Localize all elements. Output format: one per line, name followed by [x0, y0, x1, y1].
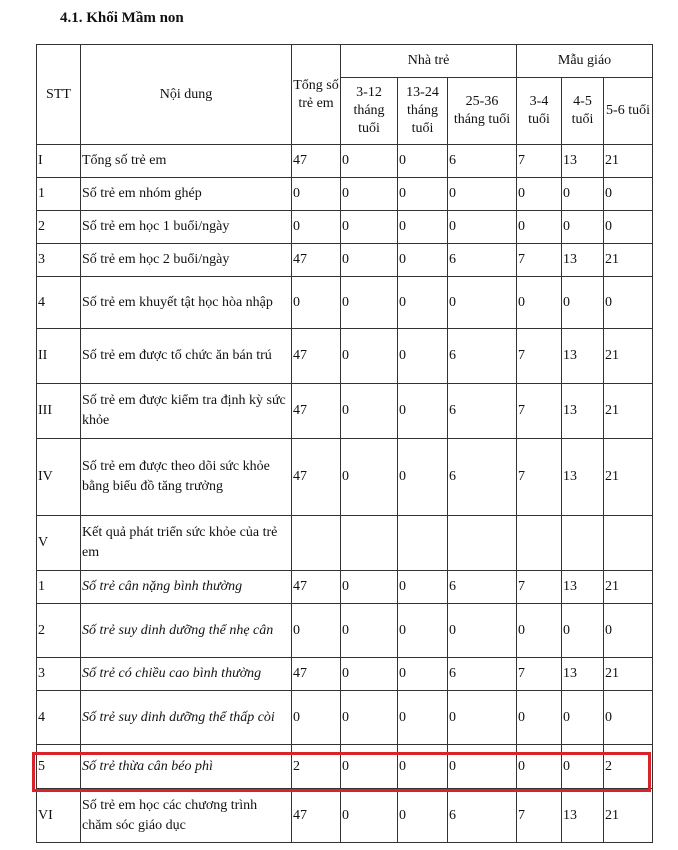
row-age-25-36-months: 6	[448, 658, 517, 691]
header-age-4-5-years: 4-5 tuổi	[562, 78, 604, 145]
table-row	[37, 244, 653, 277]
row-age-3-4-years: 7	[517, 244, 562, 277]
row-age-3-4-years: 0	[517, 691, 562, 745]
row-stt: 1	[37, 571, 81, 604]
header-age-13-24-months: 13-24 tháng tuổi	[398, 78, 448, 145]
table-body	[37, 145, 653, 843]
row-stt: 2	[37, 604, 81, 658]
row-total: 47	[292, 571, 341, 604]
row-age-13-24-months	[398, 516, 448, 571]
row-stt: IV	[37, 439, 81, 516]
row-age-13-24-months: 0	[398, 277, 448, 329]
header-kindergarten-group: Mẫu giáo	[517, 45, 653, 78]
row-age-4-5-years: 13	[562, 244, 604, 277]
row-age-5-6-years: 21	[604, 384, 653, 439]
table-row	[37, 384, 653, 439]
row-age-3-12-months: 0	[341, 211, 398, 244]
row-age-13-24-months: 0	[398, 691, 448, 745]
header-content: Nội dung	[81, 45, 292, 145]
row-age-3-4-years: 7	[517, 384, 562, 439]
row-age-25-36-months: 6	[448, 439, 517, 516]
table-row	[37, 745, 653, 789]
row-age-3-12-months: 0	[341, 277, 398, 329]
row-content: Số trẻ có chiều cao bình thường	[81, 658, 292, 691]
row-age-13-24-months: 0	[398, 178, 448, 211]
row-age-25-36-months: 6	[448, 329, 517, 384]
row-age-3-12-months: 0	[341, 384, 398, 439]
row-age-3-12-months: 0	[341, 571, 398, 604]
row-age-3-4-years: 0	[517, 745, 562, 789]
row-age-3-12-months: 0	[341, 789, 398, 843]
row-total: 47	[292, 244, 341, 277]
row-age-25-36-months: 0	[448, 277, 517, 329]
row-age-3-12-months: 0	[341, 244, 398, 277]
row-age-3-12-months	[341, 516, 398, 571]
header-age-25-36-months: 25-36 tháng tuổi	[448, 78, 517, 145]
row-stt: 4	[37, 691, 81, 745]
row-total: 0	[292, 277, 341, 329]
row-age-13-24-months: 0	[398, 211, 448, 244]
row-age-4-5-years: 0	[562, 604, 604, 658]
row-content: Tổng số trẻ em	[81, 145, 292, 178]
row-age-3-4-years: 0	[517, 178, 562, 211]
row-total: 2	[292, 745, 341, 789]
row-age-13-24-months: 0	[398, 789, 448, 843]
row-content: Số trẻ thừa cân béo phì	[81, 745, 292, 789]
row-age-13-24-months: 0	[398, 145, 448, 178]
row-age-25-36-months: 0	[448, 691, 517, 745]
row-age-3-4-years: 7	[517, 439, 562, 516]
table-row	[37, 691, 653, 745]
children-statistics-table	[36, 44, 653, 843]
row-age-3-12-months: 0	[341, 439, 398, 516]
row-age-13-24-months: 0	[398, 244, 448, 277]
row-total: 47	[292, 439, 341, 516]
row-age-3-4-years: 0	[517, 277, 562, 329]
row-age-3-12-months: 0	[341, 178, 398, 211]
row-stt: 3	[37, 658, 81, 691]
row-age-4-5-years: 0	[562, 211, 604, 244]
row-age-3-4-years: 0	[517, 604, 562, 658]
row-total: 47	[292, 329, 341, 384]
row-stt: VI	[37, 789, 81, 843]
row-stt: 5	[37, 745, 81, 789]
row-age-4-5-years: 0	[562, 178, 604, 211]
row-content: Số trẻ em học 1 buổi/ngày	[81, 211, 292, 244]
row-total: 0	[292, 691, 341, 745]
row-stt: 4	[37, 277, 81, 329]
row-age-3-4-years: 7	[517, 145, 562, 178]
row-age-3-4-years: 0	[517, 211, 562, 244]
row-content: Số trẻ em được tổ chức ăn bán trú	[81, 329, 292, 384]
row-stt: V	[37, 516, 81, 571]
table-row	[37, 439, 653, 516]
section-title: 4.1. Khối Mầm non	[60, 10, 184, 26]
row-content: Số trẻ cân nặng bình thường	[81, 571, 292, 604]
row-age-5-6-years: 2	[604, 745, 653, 789]
row-content: Số trẻ em khuyết tật học hòa nhập	[81, 277, 292, 329]
row-age-5-6-years: 21	[604, 789, 653, 843]
row-age-3-12-months: 0	[341, 658, 398, 691]
row-age-25-36-months: 0	[448, 211, 517, 244]
table-row	[37, 211, 653, 244]
row-age-5-6-years: 21	[604, 244, 653, 277]
row-stt: 3	[37, 244, 81, 277]
table-row	[37, 604, 653, 658]
row-age-5-6-years: 21	[604, 571, 653, 604]
header-age-5-6-years: 5-6 tuổi	[604, 78, 653, 145]
row-age-5-6-years: 21	[604, 329, 653, 384]
row-age-25-36-months: 0	[448, 604, 517, 658]
row-age-5-6-years: 21	[604, 145, 653, 178]
table-row	[37, 329, 653, 384]
table-row	[37, 571, 653, 604]
header-nursery-group: Nhà trẻ	[341, 45, 517, 78]
row-age-13-24-months: 0	[398, 571, 448, 604]
row-age-3-4-years: 7	[517, 571, 562, 604]
row-age-13-24-months: 0	[398, 658, 448, 691]
row-content: Số trẻ em được kiểm tra định kỳ sức khỏe	[81, 384, 292, 439]
row-age-13-24-months: 0	[398, 439, 448, 516]
row-age-4-5-years: 13	[562, 145, 604, 178]
row-age-5-6-years: 21	[604, 439, 653, 516]
row-age-3-4-years	[517, 516, 562, 571]
row-age-5-6-years: 0	[604, 178, 653, 211]
header-age-3-4-years: 3-4 tuổi	[517, 78, 562, 145]
row-stt: 1	[37, 178, 81, 211]
header-total: Tổng số trẻ em	[292, 45, 341, 145]
row-age-3-4-years: 7	[517, 658, 562, 691]
table-row	[37, 145, 653, 178]
row-age-4-5-years: 13	[562, 658, 604, 691]
row-age-3-12-months: 0	[341, 329, 398, 384]
row-age-4-5-years: 0	[562, 277, 604, 329]
row-age-4-5-years: 0	[562, 691, 604, 745]
row-age-3-12-months: 0	[341, 745, 398, 789]
row-age-25-36-months: 6	[448, 789, 517, 843]
row-content: Số trẻ suy dinh dưỡng thể thấp còi	[81, 691, 292, 745]
row-age-13-24-months: 0	[398, 604, 448, 658]
row-total: 47	[292, 145, 341, 178]
row-content: Số trẻ suy dinh dưỡng thể nhẹ cân	[81, 604, 292, 658]
row-content: Số trẻ em học các chương trình chăm sóc giáo dục	[81, 789, 292, 843]
row-age-3-4-years: 7	[517, 789, 562, 843]
row-age-5-6-years	[604, 516, 653, 571]
row-age-4-5-years: 13	[562, 789, 604, 843]
row-total: 0	[292, 604, 341, 658]
row-age-3-12-months: 0	[341, 604, 398, 658]
row-stt: III	[37, 384, 81, 439]
row-age-25-36-months: 6	[448, 384, 517, 439]
row-age-4-5-years: 13	[562, 329, 604, 384]
row-age-5-6-years: 0	[604, 604, 653, 658]
row-age-25-36-months: 6	[448, 244, 517, 277]
row-stt: 2	[37, 211, 81, 244]
row-age-4-5-years: 13	[562, 439, 604, 516]
row-age-4-5-years: 0	[562, 745, 604, 789]
header-stt: STT	[37, 45, 81, 145]
row-age-25-36-months: 6	[448, 571, 517, 604]
row-age-13-24-months: 0	[398, 384, 448, 439]
row-total: 47	[292, 384, 341, 439]
row-age-4-5-years	[562, 516, 604, 571]
row-age-5-6-years: 0	[604, 691, 653, 745]
row-age-3-12-months: 0	[341, 145, 398, 178]
row-age-25-36-months: 0	[448, 178, 517, 211]
header-age-3-12-months: 3-12 tháng tuổi	[341, 78, 398, 145]
table-row	[37, 516, 653, 571]
row-total: 0	[292, 178, 341, 211]
row-stt: I	[37, 145, 81, 178]
row-age-5-6-years: 0	[604, 277, 653, 329]
row-content: Số trẻ em được theo dõi sức khỏe bằng biểu đồ tăng trưởng	[81, 439, 292, 516]
row-age-13-24-months: 0	[398, 745, 448, 789]
row-content: Số trẻ em học 2 buổi/ngày	[81, 244, 292, 277]
row-age-5-6-years: 21	[604, 658, 653, 691]
row-age-25-36-months: 0	[448, 745, 517, 789]
table-row	[37, 277, 653, 329]
row-stt: II	[37, 329, 81, 384]
row-age-5-6-years: 0	[604, 211, 653, 244]
row-age-4-5-years: 13	[562, 571, 604, 604]
row-content: Kết quả phát triển sức khỏe của trẻ em	[81, 516, 292, 571]
row-age-13-24-months: 0	[398, 329, 448, 384]
row-total	[292, 516, 341, 571]
row-age-25-36-months	[448, 516, 517, 571]
row-age-3-4-years: 7	[517, 329, 562, 384]
row-age-25-36-months: 6	[448, 145, 517, 178]
table-header	[37, 45, 653, 145]
row-age-3-12-months: 0	[341, 691, 398, 745]
table-row	[37, 658, 653, 691]
row-total: 0	[292, 211, 341, 244]
row-total: 47	[292, 658, 341, 691]
row-total: 47	[292, 789, 341, 843]
table-row	[37, 789, 653, 843]
row-content: Số trẻ em nhóm ghép	[81, 178, 292, 211]
row-age-4-5-years: 13	[562, 384, 604, 439]
table-row	[37, 178, 653, 211]
